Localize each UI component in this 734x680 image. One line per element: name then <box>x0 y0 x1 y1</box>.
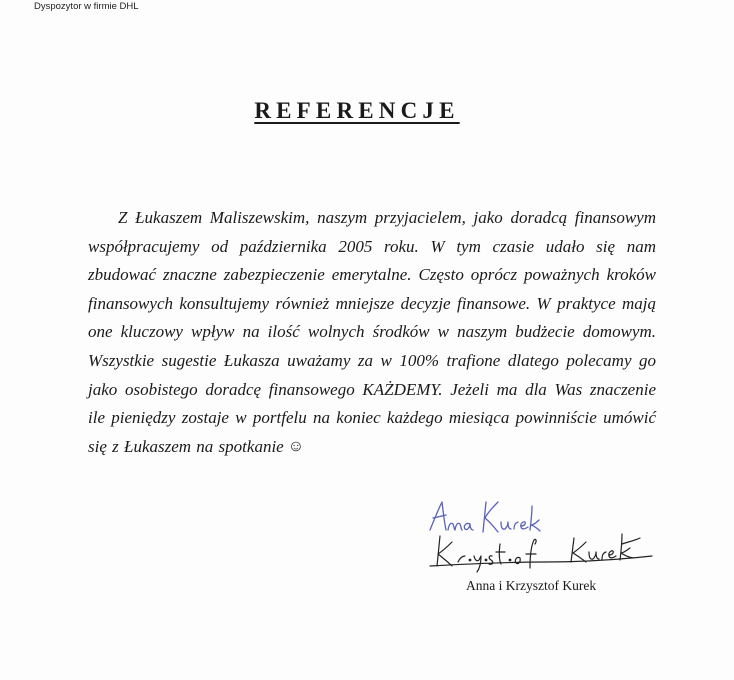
reference-paragraph <box>88 204 656 461</box>
smiley-icon: ☺ <box>287 437 305 455</box>
signature-krzysztof-kurek <box>426 522 658 582</box>
document-title: REFERENCJE <box>254 98 460 123</box>
header-note: Dyspozytor w firmie DHL <box>34 1 139 12</box>
signatory-names: Anna i Krzysztof Kurek <box>466 578 597 593</box>
paragraph-text: Z Łukaszem Maliszewskim, naszym przyjacielem, jako doradcą finansowym współpracujemy od października 2005 roku. W tym czasie udało się nam zbudować znaczne zabezpieczenie emerytalne. Często oprócz poważnych kroków finansowych konsultujemy również mniejsze decyzje finansowe. W praktyce mają one kluczowy wpływ na ilość wolnych środków w naszym budżecie domowym. Wszystkie sugestie Łukasza uważamy za w 100% trafione dlatego polecamy go jako osobistego doradcę finansowego KAŻDEMY. Jeżeli ma dla Was znaczenie ile pieniędzy zostaje w portfelu na koniec każdego miesiąca powinniście umówić się z Łukaszem na spotkanie <box>88 208 656 456</box>
